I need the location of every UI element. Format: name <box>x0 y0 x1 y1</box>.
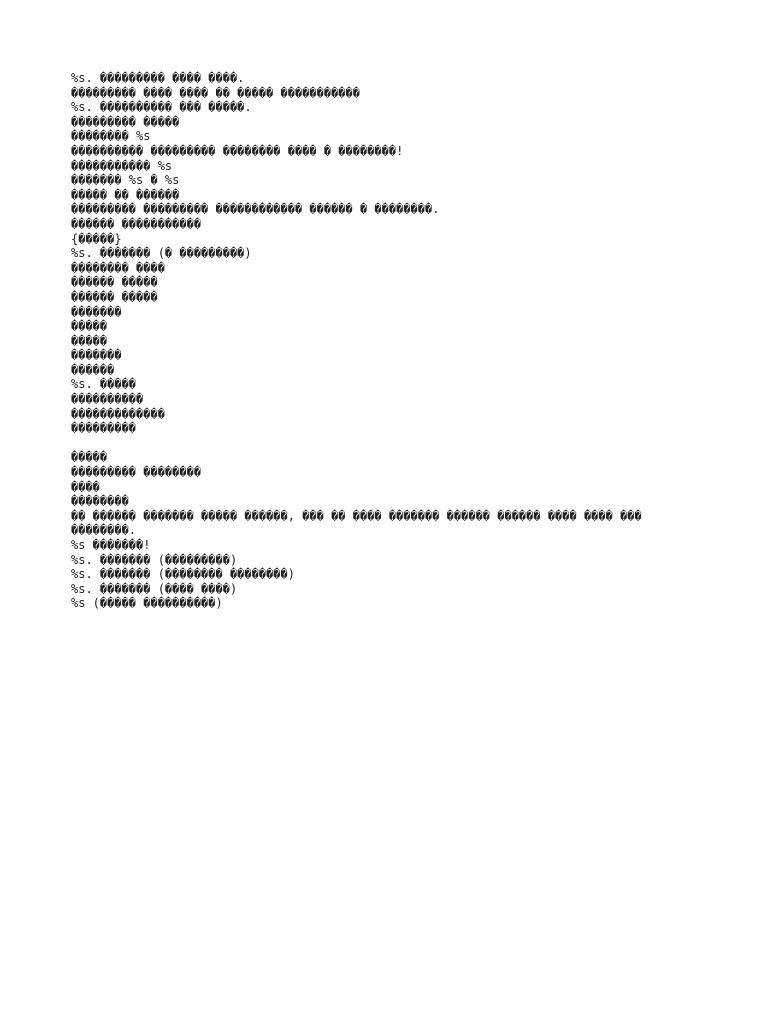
text-line: %s. ������� (���� ����) <box>71 581 238 596</box>
text-line: ���������� ��������� �������� ���� � ��������! <box>71 143 404 158</box>
text-line: ��������� ��������� ������������ ������ � ��������. <box>71 202 440 217</box>
text-line: ���� <box>71 479 100 494</box>
text-line: ������ ����� <box>71 275 158 290</box>
text-line: ��������� <box>71 421 137 436</box>
text-line: ��������� ����� <box>71 114 180 129</box>
text-line: ����� <box>71 319 108 334</box>
text-line: ����� <box>71 333 108 348</box>
text-line: %s. ������� (���������) <box>71 552 238 567</box>
text-line: ������������� <box>71 406 165 421</box>
text-line: %s. ������� (� ���������) <box>71 246 252 261</box>
text-line: ������� <box>71 304 122 319</box>
text-line: ���������� <box>71 392 144 407</box>
text-line: ������ ����� <box>71 289 158 304</box>
text-line: ������� %s � %s <box>71 173 180 188</box>
text-line: ����� �� ������ <box>71 187 180 202</box>
text-line: %s. ����� <box>71 377 137 392</box>
text-line: ��������� �������� <box>71 465 202 480</box>
text-line: %s. ��������� ���� ����. <box>71 71 245 85</box>
text-line: ����� <box>71 450 108 465</box>
text-line: ����������� %s <box>71 158 173 173</box>
text-line: �� ������ ������� ����� ������, ��� �� ���� ������� ������ ������ ���� ���� ��� <box>71 508 642 523</box>
text-line: {�����} <box>71 231 122 246</box>
text-line: %s. ������� (�������� ��������) <box>71 567 295 582</box>
text-line: �������� %s <box>71 129 151 144</box>
text-line: ������� <box>71 348 122 363</box>
text-line: �������� <box>71 494 129 509</box>
text-line: ������ ����������� <box>71 216 202 231</box>
text-line: ��������. <box>71 523 137 538</box>
text-line: %s �������! <box>71 538 151 552</box>
document-page <box>71 71 751 611</box>
text-line: ��������� ���� ���� �� ����� ����������� <box>71 85 360 100</box>
text-line: �������� ���� <box>71 260 165 275</box>
blank-line <box>71 436 751 451</box>
text-line: %s. ���������� ��� �����. <box>71 100 252 115</box>
text-line: %s (����� ����������) <box>71 596 223 611</box>
text-line: ������ <box>71 362 115 377</box>
